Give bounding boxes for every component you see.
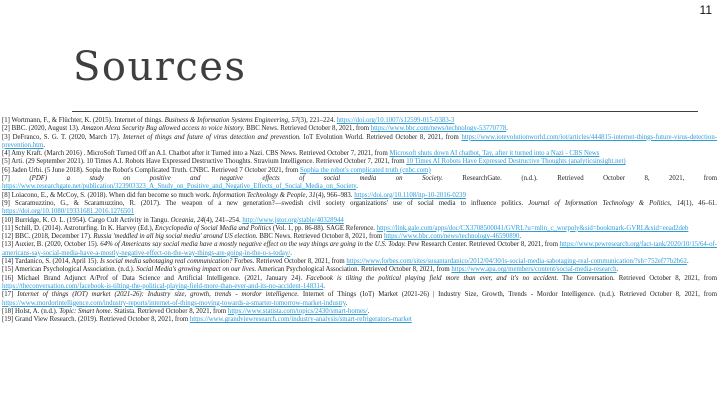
reference-link[interactable]: Sophia the robot's complicated truth (cnbc.com) (300, 166, 431, 174)
reference-text: . (345, 299, 348, 307)
reference-text: [15] American Psychological Association. (n.d.). (2, 266, 137, 274)
reference-title-italic: Russia 'meddled in all big social media' around US election. (93, 233, 258, 241)
reference-item (2, 217, 717, 225)
reference-link[interactable]: https://www.bbc.com/news/technology-46590890 (383, 233, 520, 241)
reference-title-italic: Oceania, 24 (170, 216, 204, 224)
reference-text: [8] Loiacono, E., & McCoy, S. (2018). When did fun become so much work. (2, 191, 213, 199)
reference-item (2, 258, 717, 266)
reference-item (2, 175, 717, 192)
reference-text: . (323, 282, 325, 290)
reference-title-italic: (PDF) a study on positive and negative effects of social media on Society. (29, 175, 443, 183)
reference-text: [2] BBC. (2020, August 13). (2, 125, 82, 133)
reference-item (2, 117, 717, 125)
reference-link[interactable]: http://www.jstor.org/stable/40328944 (242, 216, 344, 224)
reference-item (2, 150, 717, 158)
reference-item (2, 275, 717, 292)
reference-title-italic: Journal of Information Technology & Politics, 14 (528, 199, 684, 207)
reference-title-italic: 64% of Americans say social media have a mostly negative effect on the way things are going in the U.S. Today. (100, 241, 406, 249)
reference-text: . (356, 183, 358, 191)
reference-text: [3] DeFranco, S. G. T. (2020, March 17). (2, 133, 123, 141)
reference-title-italic: Information Technology & People, 31 (212, 191, 316, 199)
reference-text: BBC News. Retrieved October 8, 2021, from (257, 233, 384, 241)
reference-link[interactable]: https://theconversation.com/facebook-is-tilting-the-political-playing-field-more-than-ever-and-its-no-accident-148314 (2, 282, 324, 290)
reference-link[interactable]: https://www.researchgate.net/publication/323903323_A_Study_on_Positive_and_Negative_Effects_of_Social_Media_on_Society (2, 183, 357, 191)
reference-text: . (519, 233, 522, 241)
reference-link[interactable]: https://www.iotevolutionworld.com/iot/articles/444815-internet-things-future-virus-detection-prevention.htm (2, 133, 717, 149)
reference-title-italic: Encyclopedia of Social Media and Politics (155, 224, 272, 232)
reference-text: [1] Wortmann, F., & Flüchter, K. (2015). Internet of things. (2, 117, 165, 124)
reference-link[interactable]: https://www.pewresearch.org/fact-tank/2020/10/15/64-of-americans-say-social-media-have-a-mostly-negative-effect-on-the-way-things-are-going-in-the-u-s-today/ (2, 241, 717, 257)
reference-text: . (290, 249, 292, 257)
reference-item (2, 134, 717, 151)
reference-link[interactable]: https://www.mordorintelligence.com/industry-reports/internet-of-things-moving-towards-a-smarter-tomorrow-market-industry (2, 299, 346, 307)
reference-text: . (43, 141, 46, 149)
reference-text: [14] Tardanico, S. (2014, April 15). (2, 258, 100, 266)
reference-item (2, 158, 717, 166)
reference-text: IoT Evolution World. Retrieved October 8, 2021, from (300, 133, 462, 141)
reference-text: Internet of Things (IoT) Market (2021-26) | Industry Size, Growth, Trends - Mordor Intelligence. (n.d.). Retrieved October 8, 2021, from (298, 291, 717, 299)
reference-link[interactable]: https://doi.org/10.1007/s12599-015-0383-3 (336, 117, 455, 124)
reference-text: ResearchGate. (n.d.). Retrieved October 8, 2021, from (442, 175, 718, 183)
reference-item (2, 167, 717, 175)
reference-text: [11] Schill, D. (2014). Astroturfing. In K. Harvey (Ed.), (2, 224, 156, 232)
reference-text: American Psychological Association. Retrieved October 8, 2021, from (256, 266, 452, 274)
reference-title-italic: Topic: Smart home. (59, 307, 113, 315)
reference-link[interactable]: 10 Times AI Robots Have Expressed Destructive Thoughts (analyticsinsight.net) (406, 158, 626, 166)
reference-item (2, 200, 717, 217)
reference-text: [13] Auxier, B. (2020, October 15). (2, 241, 101, 249)
reference-item (2, 266, 717, 274)
reference-text: [17] (2, 291, 18, 299)
reference-text: . (686, 258, 689, 266)
reference-item (2, 233, 717, 241)
reference-text: (4), 966–983. (315, 191, 355, 199)
reference-text: (4), 241–254. (203, 216, 243, 224)
reference-text: [18] Holst, A. (n.d.). (2, 307, 60, 315)
reference-item (2, 308, 717, 316)
reference-text: [19] Grand View Research. (2019). Retrieved October 8, 2021, from (2, 316, 190, 324)
references-list (2, 117, 717, 324)
reference-title-italic: Amazon Alexa Security Bug allowed access to voice history. (81, 125, 245, 133)
reference-text: [7] (2, 175, 30, 183)
page-title: Sources (73, 44, 247, 90)
reference-item (2, 241, 717, 258)
reference-text: [16] Michael Brand Adjunct A/Prof of Data Science and Artificial Intelligence. (2021, January 24). (2, 274, 307, 282)
reference-link[interactable]: https://link.gale.com/apps/doc/CX3708500041/GVRL?u=mlin_c_worpoly&sid=bookmark-GVRL&xid=eead2deb (376, 224, 689, 232)
reference-text: (3), 221–224. (298, 117, 337, 124)
reference-title-italic: Internet of things (IOT) market (2021-26): Industry size, growth, trends - mordor intelligence. (17, 291, 299, 299)
reference-link[interactable]: https://doi.org/10.1080/19331681.2016.1276501 (2, 208, 135, 216)
reference-text: (Vol. 1, pp. 86-88). SAGE Reference. (271, 224, 377, 232)
reference-text: [5] Arti. (29 September 2021). 10 Times A.I. Robots Have Expressed Destructive Thoughts. Stravium Intelligence. Retrieved October 7, 2021, from (2, 158, 407, 166)
reference-text: Statista. Retrieved October 8, 2021, from (112, 307, 228, 315)
reference-text: BBC News. Retrieved October 8, 2021, from (244, 125, 371, 133)
reference-text: [4] Amy Kraft. (March 2016) . MicroSoft Turned Off an A.I. Chatbot after it Turned into a Nazi. CBS News. Retrieved October 7, 2021, from (2, 150, 390, 158)
reference-text: [9] Scaramuzzino, G., & Scaramuzzino, R. (2017). The weapon of a new generation?—swedish civil society organizations' use of social media to influence politics. (2, 199, 529, 207)
reference-item (2, 316, 717, 324)
reference-link[interactable]: https://doi.org/10.1108/itp-10-2016-0239 (354, 191, 466, 199)
reference-title-italic: Social Media's growing impact on our lives. (136, 266, 257, 274)
reference-title-italic: Business & Information Systems Engineering, 57 (164, 117, 299, 124)
slide-number: 11 (699, 3, 712, 17)
reference-text: Pew Research Center. Retrieved October 8, 2021, from (405, 241, 560, 249)
reference-link[interactable]: Microsoft shuts down AI chatbot, Tay, after it turned into a Nazi - CBS News (389, 150, 600, 158)
reference-item (2, 192, 717, 200)
reference-link[interactable]: https://www.apa.org/members/content/social-media-research (451, 266, 617, 274)
reference-text: [6] Jaden Urbi. (5 June 2018). Sopia the Robot's Complicated Truth. CNBC. Retrieved 7 October 2021, from (2, 166, 300, 174)
reference-title-italic: Facebook is tilting the political playing field more than ever, and it's no accident. (306, 274, 559, 282)
reference-text: The Conversation. Retrieved October 8, 2021, from (558, 274, 717, 282)
reference-link[interactable]: https://www.grandviewresearch.com/industry-analysis/smart-refrigerators-market (189, 316, 412, 324)
reference-text: . (367, 307, 370, 315)
reference-text: Forbes. Retrieved October 8, 2021, from (232, 258, 347, 266)
reference-link[interactable]: https://www.bbc.com/news/technology-53770778 (370, 125, 507, 133)
reference-link[interactable]: https://www.forbes.com/sites/susantardanico/2012/04/30/is-social-media-sabotaging-real-communication/?sh=752ef77b2b62 (346, 258, 687, 266)
reference-link[interactable]: https://www.statista.com/topics/2430/smart-homes/ (227, 307, 368, 315)
reference-text: . (506, 125, 508, 133)
reference-item (2, 125, 717, 133)
reference-item (2, 291, 717, 308)
reference-item (2, 225, 717, 233)
reference-text: . (616, 266, 619, 274)
reference-title-italic: Is social media sabotaging real communication? (99, 258, 233, 266)
reference-text: (1), 46–61. (683, 199, 717, 207)
title-divider (72, 111, 698, 112)
reference-text: [10] Burridge, K. O. L. (1954). Cargo Cult Activity in Tangu. (2, 216, 171, 224)
reference-text: [12] BBC. (2018, December 17). (2, 233, 94, 241)
reference-title-italic: Internet of things and future of virus detection and prevention. (122, 133, 301, 141)
